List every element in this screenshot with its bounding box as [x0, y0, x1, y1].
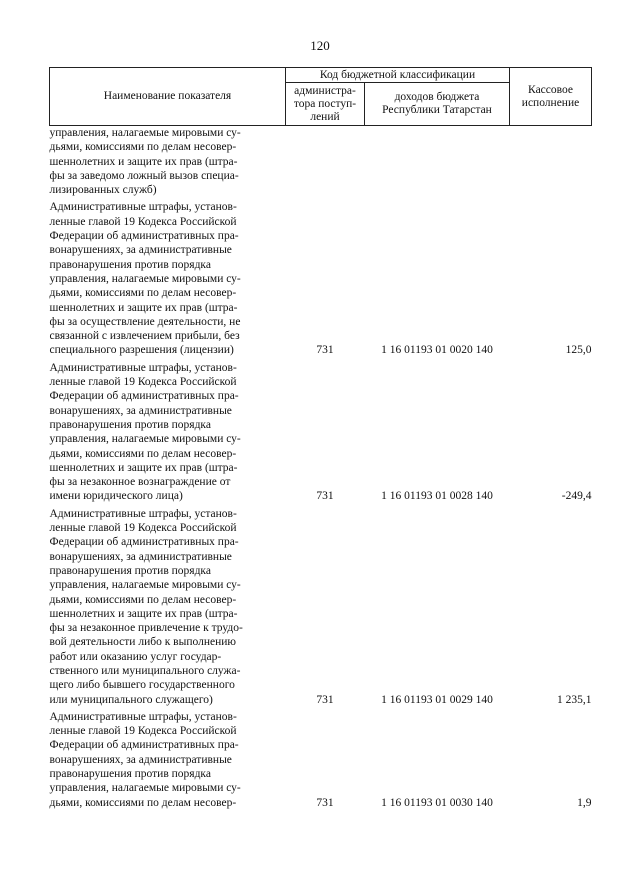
- page-number: 120: [310, 38, 330, 53]
- indicator-name: Административные штрафы, установ- ленные главой 19 Кодекса Российской Федерации об административных пра- вонарушениях, за административные правонарушения против порядка управления, налагаемые мировыми су- дьями, комиссиями по делам несовер- шеннолетних и защите их прав (штра- фы за осуществление деятельности, не связанной с извлечением прибыли, без специального разрешения (лицензии): [49, 201, 241, 357]
- header-indicator-name: Наименование показателя: [50, 68, 286, 126]
- table-row: [50, 200, 592, 357]
- indicator-name: Административные штрафы, установ- ленные главой 19 Кодекса Российской Федерации об административных пра- вонарушениях, за административные правонарушения против порядка управления, налагаемые мировыми су- дьями, комиссиями по делам несовер-: [49, 710, 241, 809]
- header-cash-execution: Кассовое исполнение: [510, 68, 592, 126]
- admin-code-cell: [286, 126, 365, 198]
- revenue-code-cell: [365, 126, 510, 198]
- indicator-name: управления, налагаемые мировыми су- дьями, комиссиями по делам несовер- шеннолетних и защите их прав (штра- фы за заведомо ложный вызов специа- лизированных служб): [49, 127, 241, 197]
- cash-execution-cell: -249,4: [561, 490, 592, 503]
- admin-code-cell: 731: [316, 490, 334, 503]
- indicator-name: Административные штрафы, установ- ленные главой 19 Кодекса Российской Федерации об административных пра- вонарушениях, за административные правонарушения против порядка управления, налагаемые мировыми су- дьями, комиссиями по делам несовер- шеннолетних и защите их прав (штра- фы за незаконное привлечение к трудо- вой деятельности либо к выполнению работ или оказанию услуг государ- ственного или муниципального служа- щего либо бывшего государственного или муниципального служащего): [49, 507, 243, 706]
- cash-execution-cell: 1,9: [577, 796, 592, 809]
- cash-execution-cell: [510, 126, 592, 198]
- indicator-name-cell: [50, 710, 286, 810]
- table-row: [50, 710, 592, 810]
- budget-table: [49, 67, 592, 810]
- indicator-name-cell: [50, 126, 286, 198]
- cash-execution-cell: 125,0: [565, 344, 592, 357]
- header-budget-classification-code: Код бюджетной классификации: [286, 68, 510, 83]
- revenue-code-cell: 1 16 01193 01 0020 140: [381, 344, 493, 357]
- header-budget-revenue-code: доходов бюджета Республики Татарстан: [365, 83, 510, 126]
- table-row: [50, 361, 592, 504]
- indicator-name-cell: [50, 361, 286, 504]
- table-row: [50, 507, 592, 707]
- cash-execution-cell: 1 235,1: [557, 693, 592, 706]
- revenue-code-cell: 1 16 01193 01 0030 140: [381, 796, 493, 809]
- indicator-name-cell: [50, 200, 286, 357]
- header-revenue-administrator: администра- тора поступ- лений: [286, 83, 365, 126]
- admin-code-cell: 731: [316, 344, 334, 357]
- revenue-code-cell: 1 16 01193 01 0028 140: [381, 490, 493, 503]
- admin-code-cell: 731: [316, 693, 334, 706]
- indicator-name-cell: [50, 507, 286, 707]
- table-body: [50, 126, 592, 810]
- admin-code-cell: 731: [316, 796, 334, 809]
- revenue-code-cell: 1 16 01193 01 0029 140: [381, 693, 493, 706]
- table-header: [50, 68, 592, 126]
- table-row: [50, 126, 592, 198]
- indicator-name: Административные штрафы, установ- ленные главой 19 Кодекса Российской Федерации об административных пра- вонарушениях, за административные правонарушения против порядка управления, налагаемые мировыми су- дьями, комиссиями по делам несовер- шеннолетних и защите их прав (штра- фы за незаконное вознаграждение от имени юридического лица): [49, 361, 241, 503]
